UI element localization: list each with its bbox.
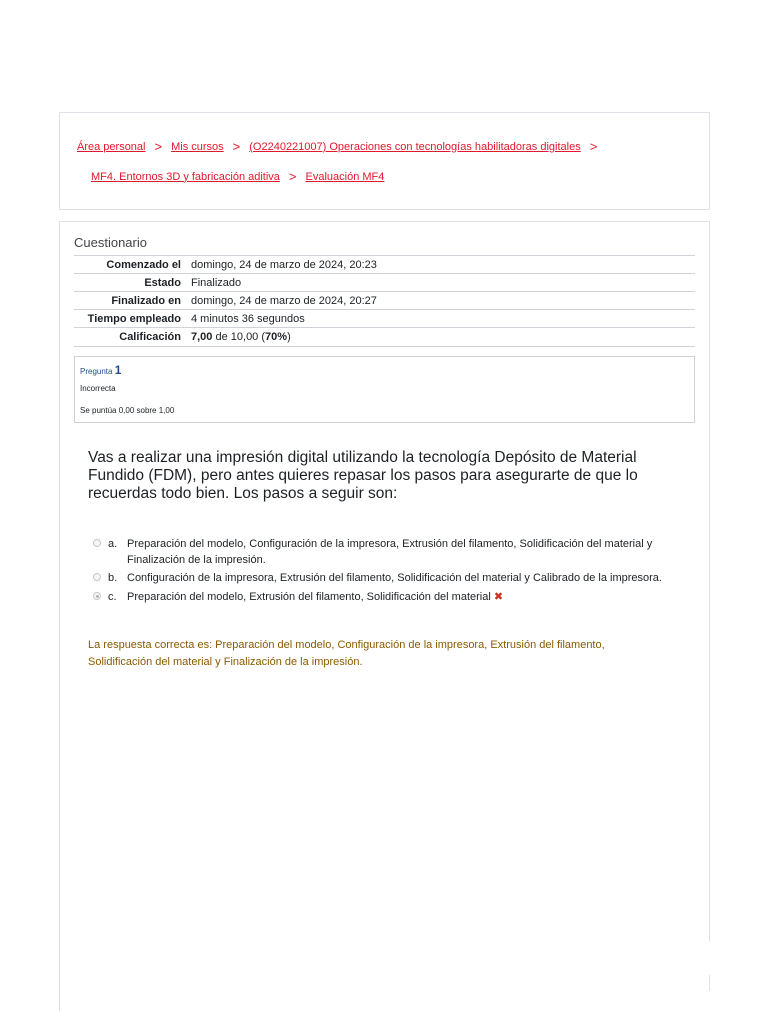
summary-label: Finalizado en	[74, 292, 191, 310]
chevron-right-icon: >	[232, 139, 241, 154]
answer-text: Configuración de la impresora, Extrusión del filamento, Solidificación del material y Calibrado de la impresora.	[127, 572, 662, 584]
answer-text	[127, 589, 503, 605]
panel-border	[709, 975, 710, 991]
answer-letter: b.	[108, 572, 118, 584]
radio-button[interactable]	[93, 573, 101, 581]
summary-label: Calificación	[74, 328, 191, 347]
summary-row-state	[74, 274, 695, 292]
question-info	[74, 356, 695, 423]
breadcrumb-row-2	[91, 169, 384, 184]
question-number-value: 1	[114, 363, 122, 377]
chevron-right-icon: >	[288, 169, 297, 184]
grade-percent: 70%	[265, 331, 288, 343]
summary-label: Estado	[74, 274, 191, 292]
answer-letter: a.	[108, 538, 118, 550]
question-text: Vas a realizar una impresión digital utilizando la tecnología Depósito de Material Fundido (FDM), pero antes quieres repasar los pasos para asegurarte de que lo recuerdas todo bien. Los pasos a seguir son:	[88, 449, 638, 502]
summary-value: domingo, 24 de marzo de 2024, 20:27	[191, 292, 695, 310]
breadcrumb-module[interactable]: MF4. Entornos 3D y fabricación aditiva	[91, 170, 280, 183]
question-state: Incorrecta	[80, 384, 116, 393]
answer-text: Preparación del modelo, Configuración de la impresora, Extrusión del filamento, Solidificación del material y Finalización de la impresión.	[127, 538, 653, 566]
answer-option-b[interactable]	[93, 570, 693, 586]
quiz-title: Cuestionario	[74, 235, 147, 250]
radio-button-selected[interactable]	[93, 592, 101, 600]
answer-option-c[interactable]	[93, 589, 693, 605]
summary-row-finished	[74, 292, 695, 310]
summary-value	[191, 328, 695, 347]
question-number	[80, 363, 121, 377]
incorrect-icon: ✖	[493, 591, 504, 603]
summary-row-time	[74, 310, 695, 328]
question-word: Pregunta	[80, 367, 113, 376]
breadcrumb-mis-cursos[interactable]: Mis cursos	[171, 140, 224, 153]
summary-value: 4 minutos 36 segundos	[191, 310, 695, 328]
breadcrumb-evaluation[interactable]: Evaluación MF4	[305, 170, 385, 183]
summary-label: Comenzado el	[74, 256, 191, 274]
radio-button[interactable]	[93, 539, 101, 547]
breadcrumb	[59, 112, 710, 210]
answer-option-a[interactable]	[93, 536, 683, 568]
breadcrumb-area-personal[interactable]: Área personal	[77, 140, 146, 153]
attempt-summary-table	[74, 255, 695, 347]
summary-row-started	[74, 256, 695, 274]
panel-border	[709, 221, 710, 941]
summary-value: domingo, 24 de marzo de 2024, 20:23	[191, 256, 695, 274]
question-grade: Se puntúa 0,00 sobre 1,00	[80, 406, 175, 415]
summary-label: Tiempo empleado	[74, 310, 191, 328]
grade-max: de 10,00 (	[215, 331, 266, 343]
answer-letter: c.	[108, 591, 117, 603]
grade-score: 7,00	[191, 331, 213, 343]
chevron-right-icon: >	[589, 139, 598, 154]
grade-close: )	[287, 331, 291, 343]
summary-row-grade	[74, 328, 695, 347]
summary-value: Finalizado	[191, 274, 695, 292]
breadcrumb-row-1	[77, 139, 606, 154]
correct-answer-feedback: La respuesta correcta es: Preparación del modelo, Configuración de la impresora, Extrusión del filamento, Solidificación del material y Finalización de la impresión.	[88, 639, 605, 668]
chevron-right-icon: >	[154, 139, 163, 154]
breadcrumb-course[interactable]: (O2240221007) Operaciones con tecnologías habilitadoras digitales	[249, 140, 581, 153]
answer-text-value: Preparación del modelo, Extrusión del filamento, Solidificación del material	[127, 591, 491, 603]
